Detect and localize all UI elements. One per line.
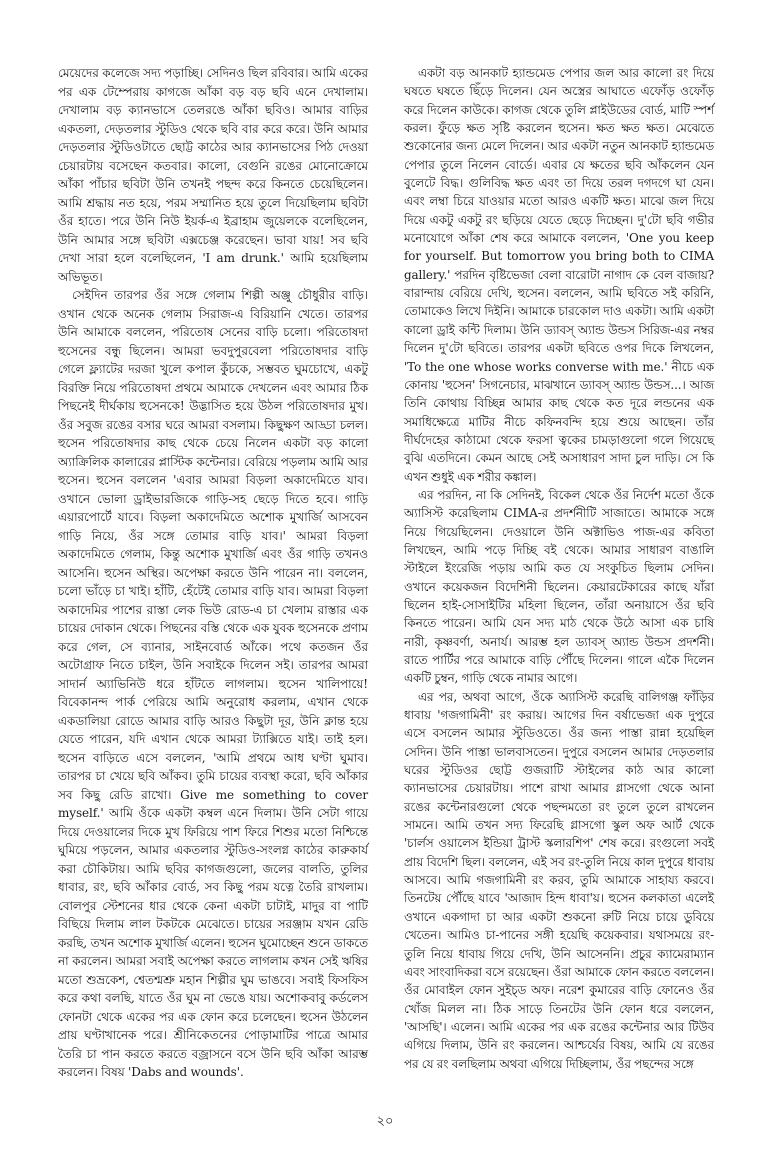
page-number: ২০ (376, 1114, 394, 1129)
book-page (58, 64, 718, 1104)
left-column (58, 64, 368, 1082)
right-column (404, 64, 714, 1073)
right-paragraph-1: একটা বড় আনকাট হ্যান্ডমেড পেপার জল আর কালো রং দিয়ে ঘষতে ঘষতে ছিঁড়ে দিলেন। যেন অস্ত্রের আঘাতে এফোঁড় ওফোঁড় করে দিলেন কাউকে। কাগজ থেকে তুলি প্লাইউডের বোর্ড, মাটি স্পর্শ করল। ফুঁড়ে ক্ষত সৃষ্টি করলেন হুসেন। ক্ষত ক্ষত ক্ষত। মেঝেতে শুকোনোর জন্য মেলে দিলেন। আর একটা নতুন আনকাট হ্যান্ডমেড পেপার তুলে নিলেন বোর্ডে। এবার যে ক্ষতের ছবি আঁকলেন যেন বুলেটে বিদ্ধ। গুলিবিদ্ধ ক্ষত এবং তা দিয়ে তরল দগদগে ঘা যেন। এবং লম্বা চিরে যাওয়ার মতো আরও একটি ক্ষত। মাঝে জল দিয়ে দিয়ে একটু একটু রং ছড়িয়ে যেতে ছেড়ে দিচ্ছেন। দু'টো ছবি গভীর মনোযোগে আঁকা শেষ করে আমাকে বললেন, 'One you keep for yourself. But tomorrow you bring both to CIMA gallery.' পরদিন বৃষ্টিভেজা বেলা বারোটা নাগাদ কে বেল বাজায়? বারান্দায় বেরিয়ে দেখি, হুসেন। বললেন, আমি ছবিতে সই করিনি, তোমাকেও লিখে দিইনি। আমাকে চারকোল দাও একটা। আমি একটা কালো ড্রাই কন্টি দিলাম। উনি ড্যাবস্ অ্যান্ড উন্ডস সিরিজ-এর নম্বর দিলেন দু'টো ছবিতে। তারপর একটা ছবিতে ওপর দিকে লিখলেন, 'To the one whose works converse with me.' নীচে এক কোনায় 'হুসেন' সিগনেচার, মাঝখানে ড্যাবস্ অ্যান্ড উন্ডস...। আজ তিনি কোথায় বিচ্ছিন্ন আমার কাছ থেকে কত দূরে লন্ডনের এক সমাধিক্ষেত্রে মাটির নীচে কফিনবন্দি হয়ে শুয়ে আছেন। তাঁর দীর্ঘদেহের কাঠামো থেকে ফরসা ত্বকের চামড়াগুলো গলে গিয়েছে বুঝি এতদিনে। কেমন আছে সেই অসাধারণ সাদা চুল দাড়ি। সে কি এখন শুধুই এক শরীর কঙ্কাল। (404, 66, 714, 484)
right-paragraph-2: এর পরদিন, না কি সেদিনই, বিকেল থেকে ওঁর নির্দেশ মতো ওঁকে অ্যাসিস্ট করেছিলাম CIMA-র প্রদর্শনীটি সাজাতে। আমাকে সঙ্গে নিয়ে গিয়েছিলেন। দেওয়ালে উনি অক্টাভিও পাজ-এর কবিতা লিখছেন, আমি পড়ে দিচ্ছি বই থেকে। আমার সাধারণ বাঙালি স্টাইলে ইংরেজি পড়ায় আমি কত যে সংকুচিত ছিলাম সেদিন। ওখানে কয়েকজন বিদেশিনী ছিলেন। কেয়ারটেকারের কাছে যাঁরা ছিলেন হাই-সোসাইটির মহিলা ছিলেন, তাঁরা অনায়াসে ওঁর ছবি কিনতে পারেন। আমি যেন সদ্য মাঠ থেকে উঠে আসা এক চাষি নারী, কৃষ্ণবর্ণা, অনার্য। আরম্ভ হল ড্যাবস্ অ্যান্ড উন্ডস প্রদর্শনী। রাতে পার্টির পরে আমাকে বাড়ি পৌঁছে দিলেন। গালে একৈ দিলেন একটি চুম্বন, গাড়ি থেকে নামার আগে। (404, 487, 714, 686)
left-paragraph-2: সেইদিন তারপর ওঁর সঙ্গে গেলাম শিল্পী অঞ্জু চৌধুরীর বাড়ি। ওখান থেকে অনেক গেলাম সিরাজ-এ বিরিয়ানি খেতে। তারপর উনি আমাকে বললেন, পরিতোষ সেনের বাড়ি চলো। পরিতোষদা হুসেনের বন্ধু ছিলেন। আমরা ভবদুপুরবেলা পরিতোষদার বাড়ি গেলে ফ্ল্যাটের দরজা খুলে কপাল কুঁচকে, সম্ভবত ঘুমচোখে, একটু বিরক্তি নিয়ে পরিতোষদা প্রথমে আমাকে দেখলেন এবং আমার ঠিক পিছনেই দীর্ঘকায় হুসেনকে! উদ্ভাসিত হয়ে উঠল পরিতোষদার মুখ। ওঁর সবুজ রঙের বসার ঘরে আমরা বসলাম। কিছুক্ষণ আড্ডা চলল। হুসেন পরিতোষদার কাছ থেকে চেয়ে নিলেন একটা বড় কালো অ্যাক্রিলিক কালারের প্লাস্টিক কন্টেনার। বেরিয়ে পড়লাম আমি আর হুসেন। হুসেন বললেন 'এবার আমরা বিড়লা অকাদেমিতে যাব। ওখানে ভোলা ড্রাইভারজিকে গাড়ি-সহ ছেড়ে দিতে হবে। গাড়ি এয়ারপোর্টে যাবে। বিড়লা অকাদেমিতে অশোক মুখার্জি আসবেন গাড়ি নিয়ে, ওঁর সঙ্গে তোমার বাড়ি যাব।' আমরা বিড়লা অকাদেমিতে গেলাম, কিন্তু অশোক মুখার্জি এবং ওঁর গাড়ি তখনও আসেনি। হুসেন অস্থির। অপেক্ষা করতে উনি পারেন না। বললেন, চলো ভাঁড়ে চা খাই। হাঁটি, হেঁটেই তোমার বাড়ি যাব। আমরা বিড়লা অকাদেমির পাশের রাস্তা লেক ভিউ রোড-এ চা খেলাম রাস্তার এক চায়ের দোকান থেকে। পিছনের বস্তি থেকে এক যুবক হুসেনকে প্রণাম করে গেল, সে ব্যানার, সাইনবোর্ড আঁকে। পথে কতজন ওঁর অটোগ্রাফ নিতে চাইল, উনি সবাইকে দিলেন সই। তারপর আমরা সাদার্ন অ্যাভিনিউ ধরে হাঁটতে লাগলাম। হুসেন খালিপায়ে! বিবেকানন্দ পার্ক পেরিয়ে আমি অনুরোধ করলাম, এখান থেকে একডালিয়া রোডে আমার বাড়ি আরও কিছুটা দূর, উনি ক্লান্ত হয়ে যেতে পারেন, যদি এখান থেকে আমরা ট্যাক্সিতে যাই। তাই হল। হুসেন বাড়িতে এসে বললেন, 'আমি প্রথমে আধ ঘণ্টা ঘুমাব। তারপর চা খেয়ে ছবি আঁকব। তুমি চায়ের ব্যবস্থা করো, ছবি আঁকার সব কিছু রেডি রাখো। Give me something to cover myself.' আমি ওঁকে একটা কম্বল এনে দিলাম। উনি সেটা গায়ে দিয়ে দেওয়ালের দিকে মুখ ফিরিয়ে পাশ ফিরে শিশুর মতো নিশ্চিন্তে ঘুমিয়ে পড়লেন, আমার একতলার স্টুডিও-সংলগ্ন কাঠের কারুকার্য করা চৌকিটায়। আমি ছবির কাগজগুলো, জলের বালতি, তুলির ধাবার, রং, ছবি আঁকার বোর্ড, সব কিছু পরম যত্নে তৈরি রাখলাম। বোলপুর স্টেশনের ধার থেকে কেনা একটা চাটাই, মাদুর বা পাটি বিছিয়ে দিলাম লাল টকটকে মেঝেতে। চায়ের সরঞ্জাম যখন রেডি করছি, তখন অশোক মুখার্জি এলেন। হুসেন ঘুমোচ্ছেন শুনে ডাকতে না করলেন। আমরা সবাই অপেক্ষা করতে লাগলাম কখন সেই ঋষির মতো শুভ্রকেশ, শ্বেতশ্মশ্রু মহান শিল্পীর ঘুম ভাঙবে। সবাই ফিসফিস করে কথা বলছি, যাতে ওঁর ঘুম না ভেঙে যায়। অশোকবাবু কর্ডলেস ফোনটা থেকে একের পর এক ফোন করে চলেছেন। হুসেন উঠলেন প্রায় ঘণ্টাখানেক পরে। শ্রীনিকেতনের পোড়ামাটির পাত্রে আমার তৈরি চা পান করতে করতে বজ্রাসনে বসে উনি ছবি আঁকা আরম্ভ করলেন। বিষয় 'Dabs and wounds'. (58, 288, 368, 1079)
left-paragraph-1: মেয়েদের কলেজে সদ্য পড়াচ্ছি। সেদিনও ছিল রবিবার। আমি একের পর এক টেম্পেরায় কাগজে আঁকা বড় বড় ছবি এনে দেখালাম। দেখালাম বড় ক্যানভাসে তেলরঙে আঁকা ছবিও। আমার বাড়ির একতলা, দেড়তলার স্টুডিও থেকে ছবি বার করে করে। উনি আমার দেড়তলার স্টুডিওটাতে ছোট্ট কাঠের আর ক্যানভাসের পিঠ দেওয়া চেয়ারটায় বসেছেন কতবার। কালো, বেগুনি রঙের মোনোক্রোমে আঁকা পাঁচার ছবিটা উনি তখনই পছন্দ করে কিনতে চেয়েছিলেন। আমি শ্রদ্ধায় নত হয়ে, পরম সম্মানিত হয়ে তুলে দিয়েছিলাম ছবিটা ওঁর হাতে। পরে উনি নিউ ইয়র্ক-এ ইব্রাহাম জুয়েলকে বলেছিলেন, উনি আমার সঙ্গে ছবিটা এক্সচেঞ্জ করেছেন। ভাবা যায়! সব ছবি দেখা সারা হলে বলেছিলেন, 'I am drunk.' আমি হয়েছিলাম অভিভূত। (58, 66, 368, 284)
right-paragraph-3: এর পর, অথবা আগে, ওঁকে অ্যাসিস্ট করেছি বালিগঞ্জ ফাঁড়ির ধাবায় 'গজগামিনী' রং করায়। আগের দিন বর্ষাভেজা এক দুপুরে এসে বসলেন আমার স্টুডিওতে। ওঁর জন্য পাস্তা রান্না হয়েছিল সেদিন। উনি পাস্তা ভালবাসতেন। দুপুরে বসলেন আমার দেড়তলার ঘরের স্টুডিওর ছোট্ট গুজরাটি স্টাইলের কাঠ আর কালো ক্যানভাসের চেয়ারটায়। পাশে রাখা আমার গ্লাসগো থেকে আনা রঙের কন্টেনারগুলো থেকে পছন্দমতো রং তুলে তুলে রাখলেন সামনে। আমি তখন সদ্য ফিরেছি গ্লাসগো স্কুল অফ আর্ট থেকে 'চার্লস ওয়ালেস ইন্ডিয়া ট্রাস্ট স্কলারশিপ' শেষ করে। রংগুলো সবই প্রায় বিদেশি ছিল। বললেন, এই সব রং-তুলি নিয়ে কাল দুপুরে ধাবায় আসবে। আমি গজগামিনী রং করব, তুমি আমাকে সাহায্য করবে। তিনটেয় পৌঁছে যাবে 'আজাদ হিন্দ ধাবা'য়। হুসেন কলকাতা এলেই ওখানে একগাদা চা আর একটা শুকনো রুটি নিয়ে চায়ে ডুবিয়ে খেতেন। আমিও চা-পানের সঙ্গী হয়েছি কয়েকবার। যথাসময়ে রং-তুলি নিয়ে ধাবায় গিয়ে দেখি, উনি আসেননি। প্রচুর ক্যামেরাম্যান এবং সাংবাদিকরা বসে রয়েছেন। ওঁরা আমাকে ফোন করতে বললেন। ওঁর মোবাইল ফোন সুইচ্‌ড অফ। নরেশ কুমারের বাড়ি ফোনেও ওঁর খোঁজ মিলল না। ঠিক সাড়ে তিনটের উনি ফোন ধরে বললেন, 'আসছি'। এলেন। আমি একের পর এক রঙের কন্টেনার আর টিউব এগিয়ে দিলাম, উনি রং করলেন। আশ্চর্যের বিষয়, আমি যে রঙের পর যে রং বলছিলাম অথবা এগিয়ে দিচ্ছিলাম, ওঁর পছন্দের সঙ্গে (404, 689, 714, 1071)
